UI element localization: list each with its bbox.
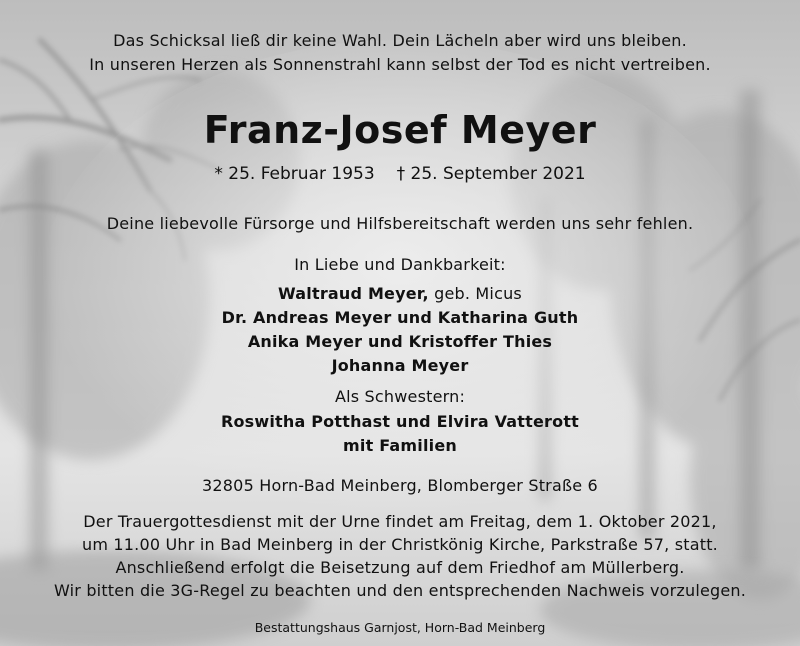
- death-date: † 25. September 2021: [396, 164, 586, 184]
- deceased-name: Franz-Josef Meyer: [203, 108, 597, 152]
- family-member-line: Anika Meyer und Kristoffer Thies: [247, 332, 553, 351]
- service-line: Der Trauergottesdienst mit der Urne findet am Freitag, dem 1. Oktober 2021,: [83, 512, 717, 531]
- mourners-intro: In Liebe und Dankbarkeit:: [294, 255, 506, 274]
- widow-maiden-name: geb. Micus: [428, 284, 522, 303]
- sisters-line: Roswitha Potthast und Elvira Vatterott: [220, 412, 580, 431]
- sisters-line: mit Familien: [343, 436, 457, 455]
- widow-line: [0, 284, 800, 303]
- motto-line-1: Das Schicksal ließ dir keine Wahl. Dein Lächeln aber wird uns bleiben.: [113, 31, 687, 50]
- birth-date: * 25. Februar 1953: [214, 164, 375, 184]
- motto-line-2: In unseren Herzen als Sonnenstrahl kann selbst der Tod es nicht vertreiben.: [89, 55, 711, 74]
- address: 32805 Horn-Bad Meinberg, Blomberger Straße 6: [202, 476, 598, 495]
- service-line: um 11.00 Uhr in Bad Meinberg in der Christkönig Kirche, Parkstraße 57, statt.: [82, 535, 718, 554]
- family-member-line: Dr. Andreas Meyer und Katharina Guth: [221, 308, 579, 327]
- life-dates: [0, 164, 800, 184]
- tribute-text: Deine liebevolle Fürsorge und Hilfsbereitschaft werden uns sehr fehlen.: [106, 214, 694, 233]
- service-line: Anschließend erfolgt die Beisetzung auf dem Friedhof am Müllerberg.: [115, 558, 685, 577]
- family-member-line: Johanna Meyer: [331, 356, 469, 375]
- funeral-home: Bestattungshaus Garnjost, Horn-Bad Meinberg: [254, 620, 546, 635]
- widow-name: Waltraud Meyer,: [278, 284, 429, 303]
- service-line: Wir bitten die 3G-Regel zu beachten und den entsprechenden Nachweis vorzulegen.: [53, 581, 747, 600]
- sisters-intro: Als Schwestern:: [334, 387, 466, 406]
